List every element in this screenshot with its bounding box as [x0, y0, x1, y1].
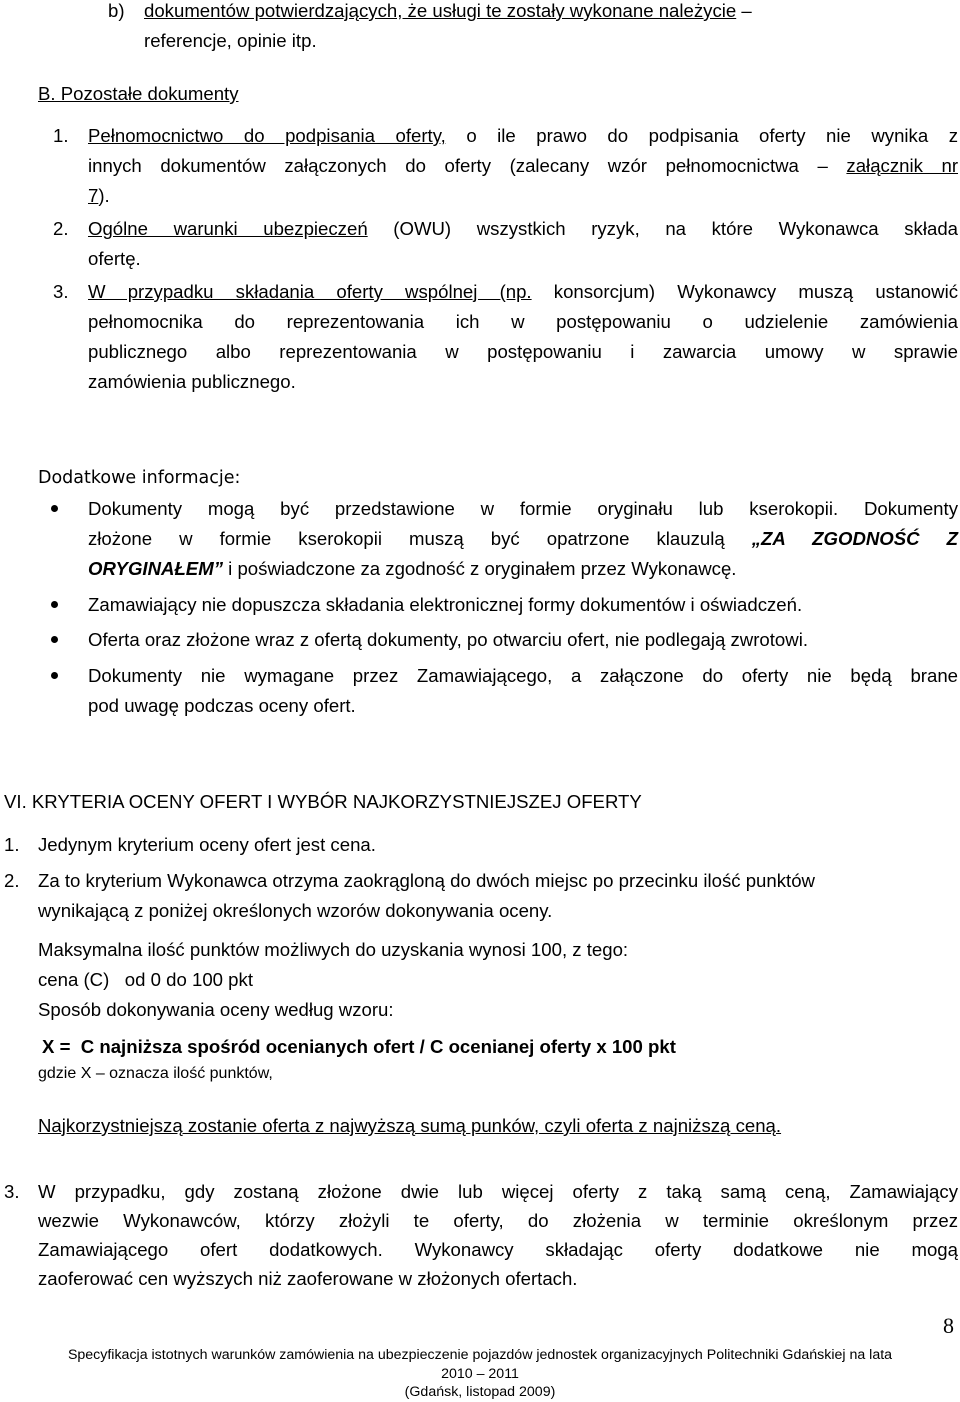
footer-line1: Specyfikacja istotnych warunków zamówienia na ubezpieczenie pojazdów jednostek organizacyjnych Politechniki Gdańskiej na lata — [67, 1347, 893, 1363]
footer-line2: 2010 – 2011 — [441, 1366, 519, 1382]
item3-line1-rest: konsorcjum) Wykonawcy muszą ustanowić — [553, 281, 958, 302]
scoring-formula: X = C najniższa spośród ocenianych ofert / C ocenianej oferty x 100 pkt — [42, 1036, 676, 1057]
additional-info-heading: Dodatkowe informacje: — [38, 468, 241, 488]
section-b-item3-line1 — [88, 277, 958, 307]
section-vi-item3-line1: W przypadku, gdy zostaną złożone dwie lub więcej oferty z taką samą ceną, Zamawiający — [38, 1181, 958, 1202]
item1-underlined-text: Pełnomocnictwo do podpisania oferty, — [88, 125, 446, 146]
section-b-item2-number: 2. — [53, 218, 69, 239]
section-vi-item2-line2: wynikającą z poniżej określonych wzorów dokonywania oceny. — [38, 900, 553, 921]
item1-line2-text: innych dokumentów załączonych do oferty (zalecany wzór pełnomocnictwa – — [88, 155, 828, 176]
additional-info-bullet1-line1: Dokumenty mogą być przedstawione w formie oryginału lub kserokopii. Dokumenty — [88, 498, 958, 519]
section-vi-item3-line2: wezwie Wykonawców, którzy złożyli te oferty, do złożenia w terminie określonym przez — [38, 1210, 958, 1231]
formula-note: gdzie X – oznacza ilość punktów, — [38, 1065, 273, 1082]
section-b-item1-number: 1. — [53, 125, 69, 146]
section-vi-item2-line1: Za to kryterium Wykonawca otrzyma zaokrągloną do dwóch miejsc po przecinku ilość punktów — [38, 870, 815, 891]
section-b-item1-line3 — [88, 181, 110, 211]
additional-info-bullet4-line1: Dokumenty nie wymagane przez Zamawiającego, a załączone do oferty nie będą brane — [88, 665, 958, 686]
item-b-dash: – — [741, 0, 752, 21]
section-vi-heading: VI. KRYTERIA OCENY OFERT I WYBÓR NAJKORZYSTNIEJSZEJ OFERTY — [4, 791, 642, 812]
item1-attachment-number: 7 — [88, 185, 99, 206]
clause-text-part2: ORYGINAŁEM” — [88, 558, 223, 579]
section-b-item2-line2: ofertę. — [88, 248, 141, 269]
additional-info-bullet1-line3 — [88, 554, 736, 584]
bullet1-line3-rest: i poświadczone za zgodność z oryginałem przez Wykonawcę. — [228, 558, 737, 579]
item1-line3-end: ). — [98, 185, 110, 206]
section-b-item2-line1 — [88, 214, 958, 244]
section-b-heading: B. Pozostałe dokumenty — [38, 83, 239, 104]
item1-line1-rest: o ile prawo do podpisania oferty nie wynika z — [466, 125, 958, 146]
clause-text-part1: „ZA ZGODNOŚĆ Z — [751, 528, 958, 549]
additional-info-bullet4-line2: pod uwagę podczas oceny ofert. — [88, 695, 356, 716]
section-b-item3-line2: pełnomocnika do reprezentowania ich w postępowaniu o udzielenie zamówienia — [88, 311, 958, 332]
section-b-item3-line3: publicznego albo reprezentowania w postępowaniu i zawarcia umowy w sprawie — [88, 341, 958, 362]
bullet-icon — [51, 601, 58, 608]
item-b-marker: b) — [108, 0, 125, 21]
bullet-icon — [51, 636, 58, 643]
item-b-line1-text: dokumentów potwierdzających, że usługi te zostały wykonane należycie — [144, 0, 737, 21]
section-vi-item3-line3: Zamawiającego ofert dodatkowych. Wykonawcy składając oferty dodatkowe nie mogą — [38, 1239, 958, 1260]
additional-info-bullet3: Oferta oraz złożone wraz z ofertą dokumenty, po otwarciu ofert, nie podlegają zwrotowi. — [88, 629, 808, 650]
section-b-item3-number: 3. — [53, 281, 69, 302]
section-b-item3-line4: zamówienia publicznego. — [88, 371, 296, 392]
item3-underlined-text: W przypadku składania oferty wspólnej (np. — [88, 281, 532, 302]
additional-info-bullet1-line2 — [88, 524, 958, 554]
bullet-icon — [51, 672, 58, 679]
item-b-line1 — [144, 0, 752, 26]
section-vi-item1: Jedynym kryterium oceny ofert jest cena. — [38, 834, 376, 855]
item-b-line2: referencje, opinie itp. — [144, 30, 317, 51]
section-vi-item1-number: 1. — [4, 834, 20, 855]
item2-underlined-text: Ogólne warunki ubezpieczeń — [88, 218, 368, 239]
additional-info-bullet2: Zamawiający nie dopuszcza składania elektronicznej formy dokumentów i oświadczeń. — [88, 594, 803, 615]
item1-attachment-ref: załącznik nr — [846, 155, 959, 176]
item2-line1-rest: (OWU) wszystkich ryzyk, na które Wykonawca składa — [393, 218, 959, 239]
section-vi-item2-number: 2. — [4, 870, 20, 891]
section-b-item1-line2 — [88, 151, 958, 181]
section-vi-item3-line4: zaoferować cen wyższych niż zaoferowane w złożonych ofertach. — [38, 1268, 578, 1289]
best-offer-rule: Najkorzystniejszą zostanie oferta z najwyższą sumą punków, czyli oferta z najniższą ceną. — [38, 1115, 782, 1136]
page-number: 8 — [943, 1313, 954, 1338]
max-points-text: Maksymalna ilość punktów możliwych do uzyskania wynosi 100, z tego: — [38, 939, 629, 960]
section-vi-item3-number: 3. — [4, 1181, 20, 1202]
bullet1-line2-text: złożone w formie kserokopii muszą być opatrzone klauzulą — [88, 528, 725, 549]
price-range-text: cena (C) od 0 do 100 pkt — [38, 969, 253, 990]
footer-line3: (Gdańsk, listopad 2009) — [404, 1384, 556, 1400]
section-b-item1-line1 — [88, 121, 958, 151]
method-text: Sposób dokonywania oceny według wzoru: — [38, 999, 394, 1020]
bullet-icon — [51, 505, 58, 512]
